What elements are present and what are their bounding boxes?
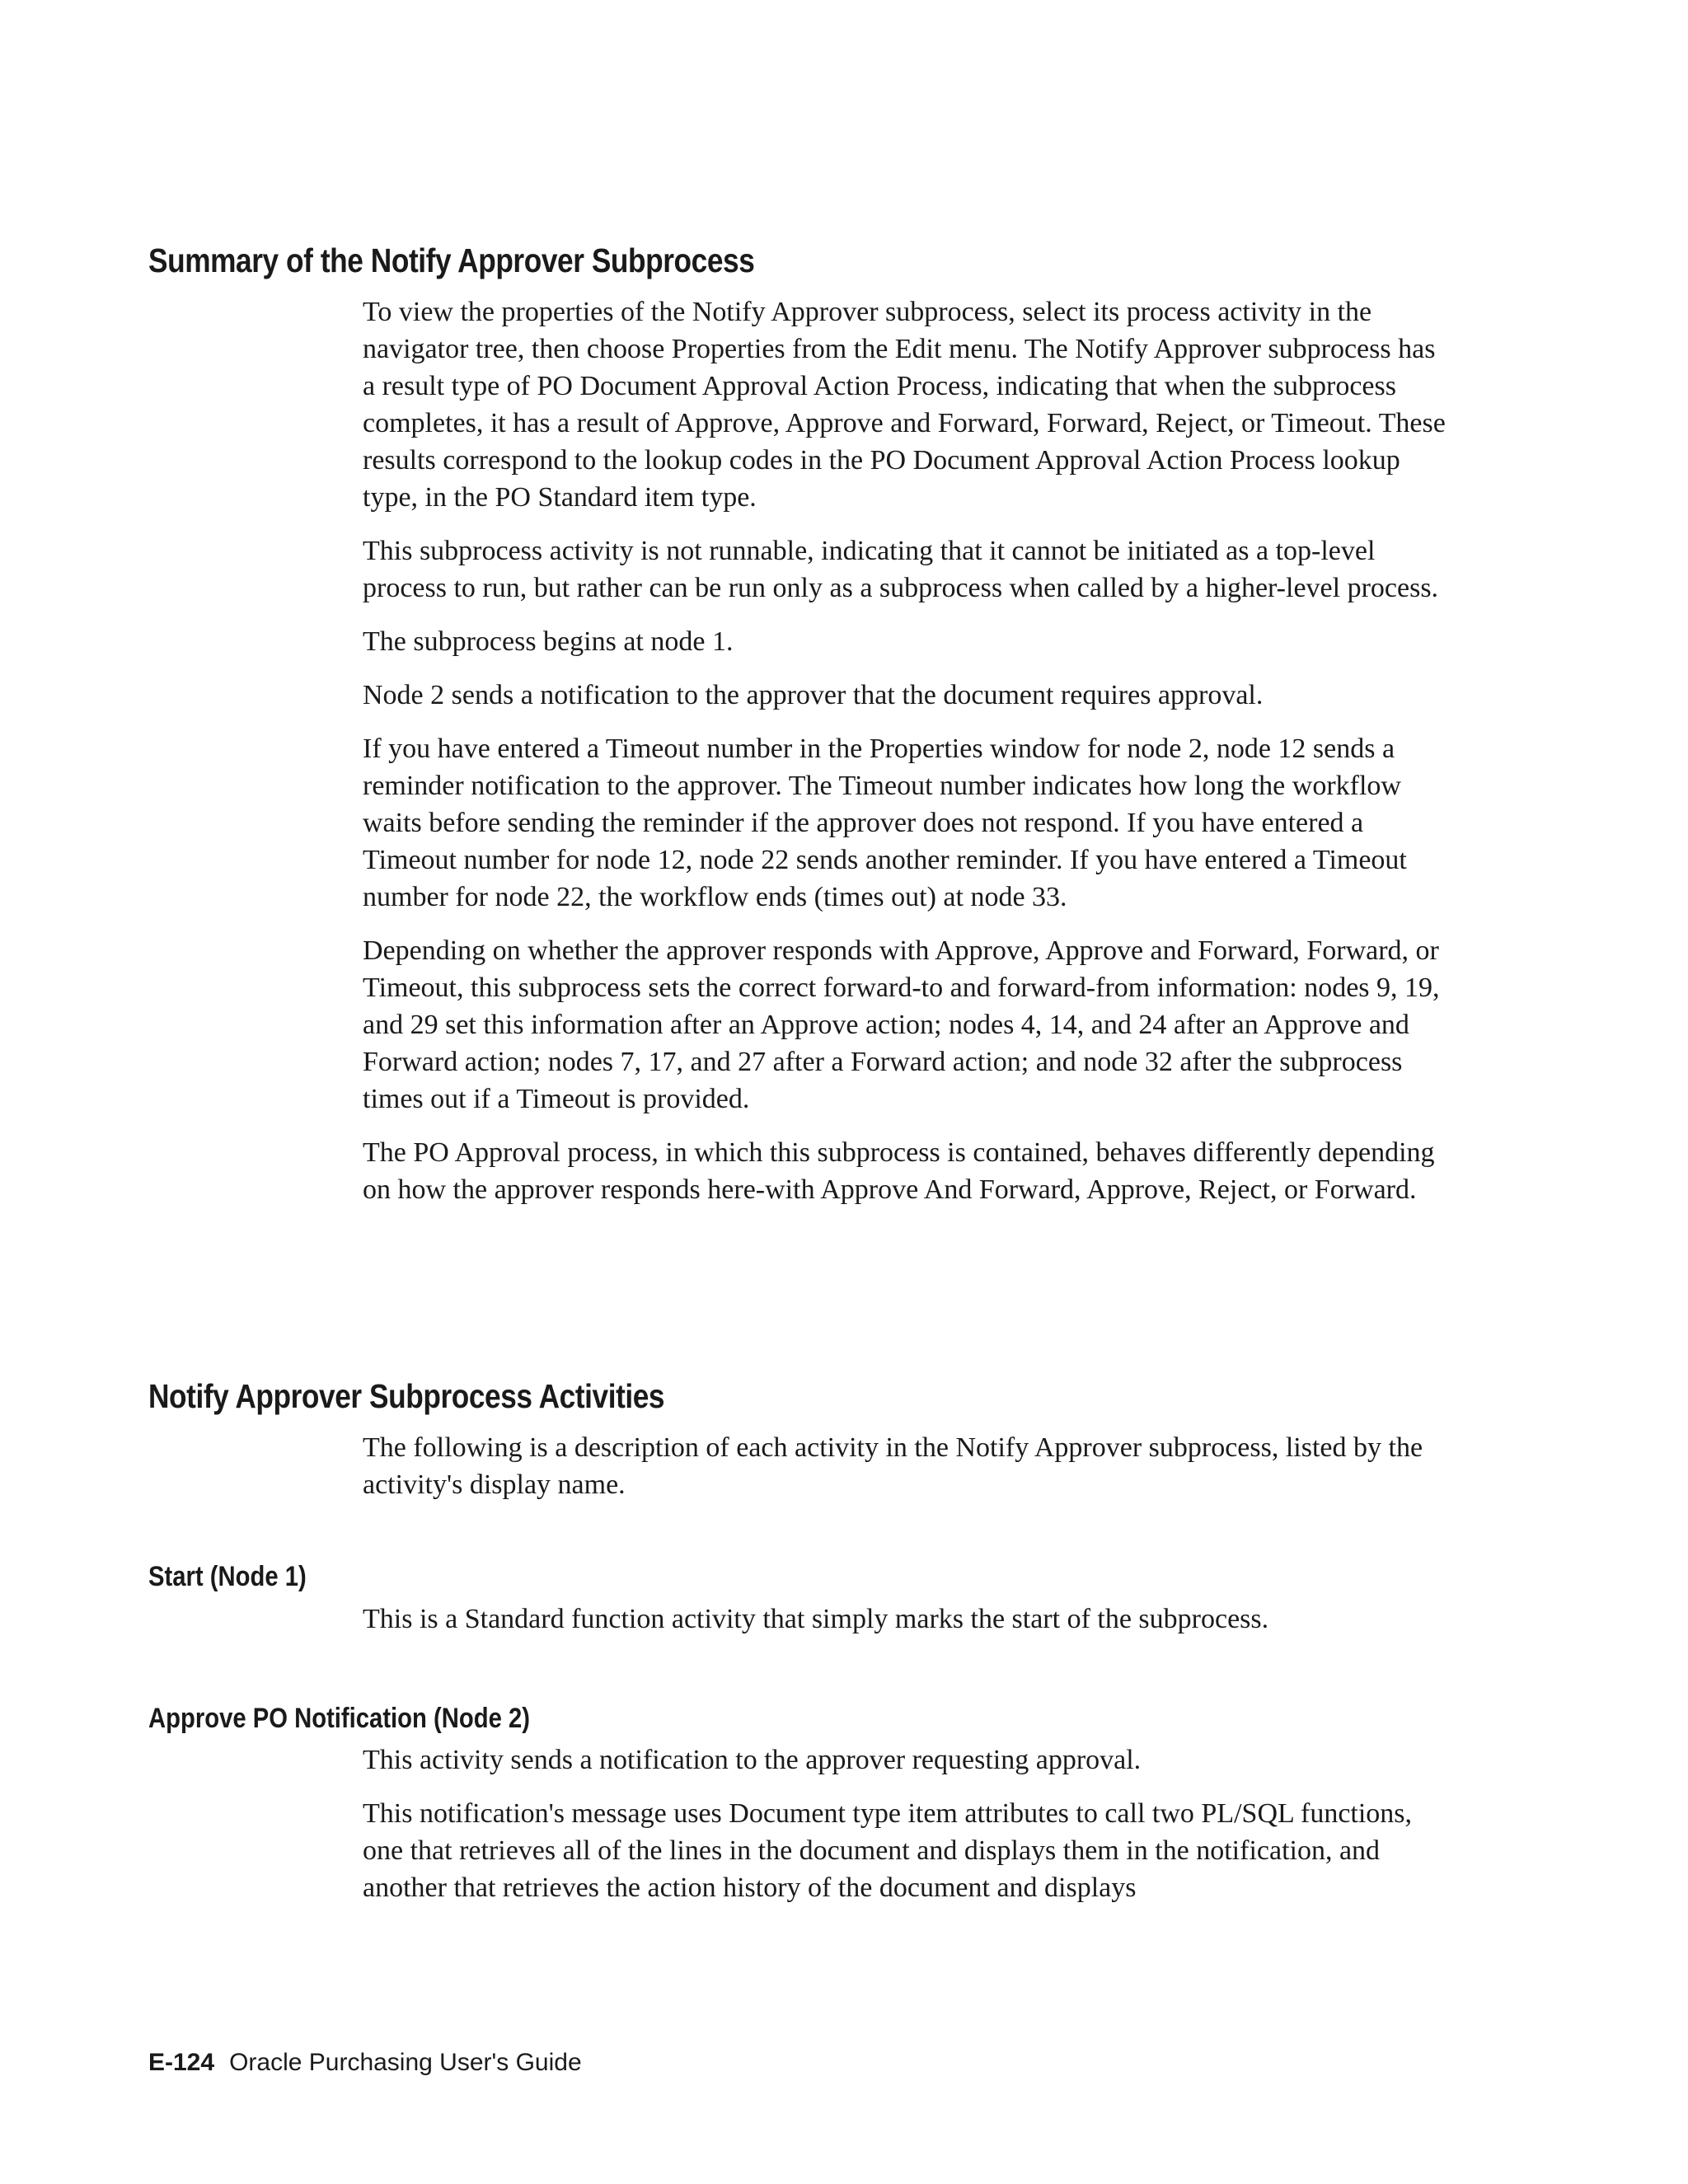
paragraph: This subprocess activity is not runnable, indicating that it cannot be initiated as a top-level process to run, but rather can be run only as a subprocess when called by a higher-level process. — [363, 536, 1439, 603]
paragraph: The subprocess begins at node 1. — [363, 626, 734, 657]
page-number: E-124 — [148, 2049, 215, 2076]
paragraph: The PO Approval process, in which this subprocess is contained, behaves differently depending on how the approver responds here-with Approve And Forward, Approve, Reject, or Forward. — [363, 1137, 1435, 1205]
paragraph: This activity sends a notification to the approver requesting approval. — [363, 1745, 1142, 1775]
paragraph: Node 2 sends a notification to the approver that the document requires approval. — [363, 680, 1264, 710]
section-body-activities — [363, 1429, 1451, 1520]
book-title: Oracle Purchasing User's Guide — [229, 2049, 582, 2076]
paragraph: This notification's message uses Document type item attributes to call two PL/SQL functions, one that retrieves all of the lines in the document and displays them in the notification, and another that retrieves the action history of the document and displays — [363, 1798, 1413, 1903]
paragraph: To view the properties of the Notify Approver subprocess, select its process activity in the navigator tree, then choose Properties from the Edit menu. The Notify Approver subprocess has a result type of PO Document Approval Action Process, indicating that when the subprocess completes, it has a result of Approve, Approve and Forward, Forward, Reject, or Timeout. These results correspond to the lookup codes in the PO Document Approval Action Process lookup type, in the PO Standard item type. — [363, 297, 1446, 513]
section-heading-activities: Notify Approver Subprocess Activities — [148, 1377, 665, 1415]
paragraph: This is a Standard function activity that simply marks the start of the subprocess. — [363, 1604, 1269, 1634]
section-heading-summary: Summary of the Notify Approver Subprocess — [148, 241, 755, 279]
section-body-approve-po-notification — [363, 1741, 1451, 1923]
page-footer — [148, 2049, 582, 2077]
subheading-start-node: Start (Node 1) — [148, 1561, 307, 1592]
subheading-approve-po-notification: Approve PO Notification (Node 2) — [148, 1703, 530, 1734]
section-body-start-node — [363, 1601, 1451, 1654]
paragraph: If you have entered a Timeout number in the Properties window for node 2, node 12 sends a reminder notification to the approver. The Timeout number indicates how long the workflow waits before sending the reminder if the approver does not respond. If you have entered a Timeout number for node 12, node 22 sends another reminder. If you have entered a Timeout number for node 22, the workflow ends (times out) at node 33. — [363, 733, 1407, 912]
paragraph: Depending on whether the approver responds with Approve, Approve and Forward, Forward, or Timeout, this subprocess sets the correct forward-to and forward-from information: nodes 9, 19, and 29 set this information after an Approve action; nodes 4, 14, and 24 after an Approve and Forward action; nodes 7, 17, and 27 after a Forward action; and node 32 after the subprocess times out if a Timeout is provided. — [363, 935, 1440, 1114]
section-body-summary — [363, 293, 1451, 1225]
paragraph: The following is a description of each activity in the Notify Approver subprocess, listed by the activity's display name. — [363, 1432, 1423, 1500]
